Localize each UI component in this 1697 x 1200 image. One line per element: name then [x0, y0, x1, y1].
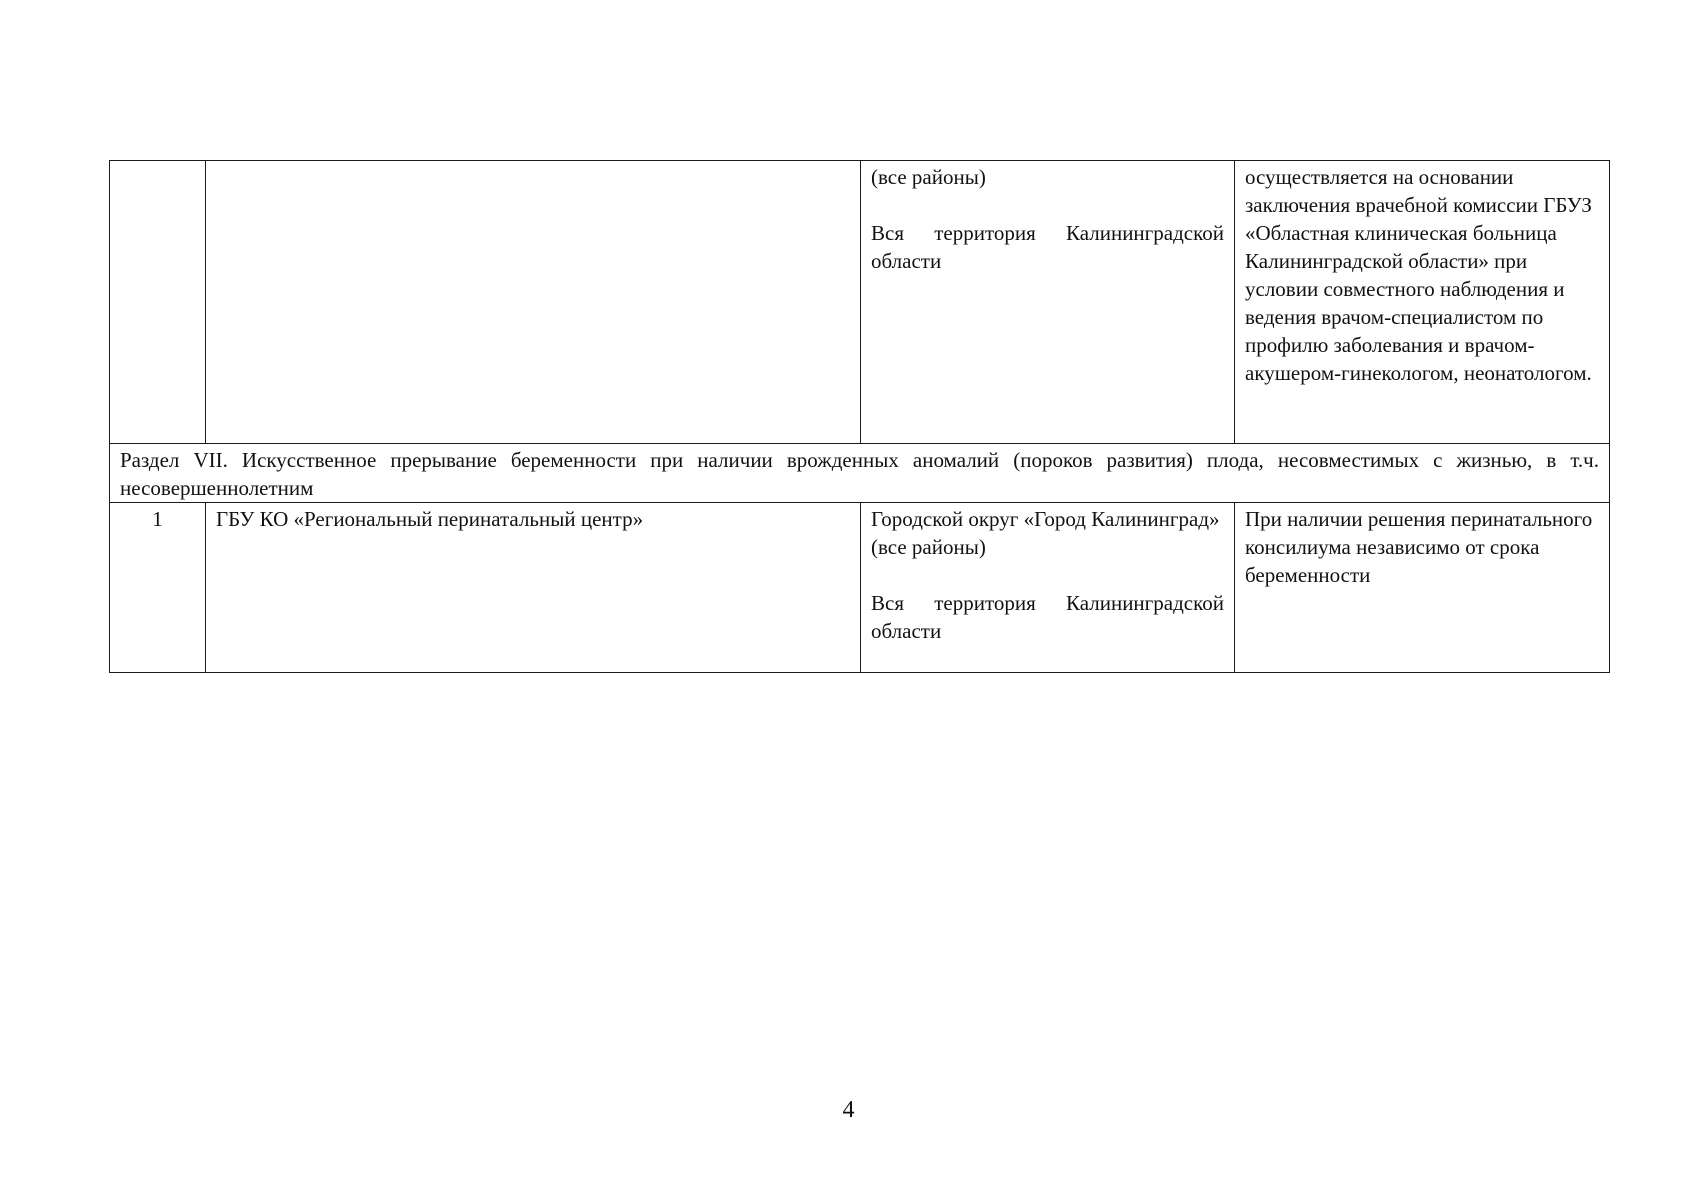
section-heading-row [110, 444, 1610, 503]
conditions-cell: осуществляется на основании заключения врачебной комиссии ГБУЗ «Областная клиническая больница Калининградской области» при условии совместного наблюдения и ведения врачом-специалистом по профилю заболевания и врачом-акушером-гинекологом, неонатологом. [1235, 161, 1610, 444]
table-row [110, 503, 1610, 673]
organization-cell: ГБУ КО «Региональный перинатальный центр» [206, 503, 861, 673]
territory-line: Вся территория Калининградской области [871, 221, 1224, 273]
facilities-table [109, 160, 1610, 673]
table-row [110, 161, 1610, 444]
territory-line: Городской округ «Город Калининград» [871, 507, 1220, 531]
conditions-cell: При наличии решения перинатального консилиума независимо от срока беременности [1235, 503, 1610, 673]
territory-line: (все районы) [871, 535, 986, 559]
territory-line: Вся территория Калининградской области [871, 591, 1224, 643]
organization-cell [206, 161, 861, 444]
row-number-cell [110, 161, 206, 444]
page-number: 4 [842, 1097, 855, 1123]
section-heading: Раздел VII. Искусственное прерывание беременности при наличии врожденных аномалий (пороков развития) плода, несовместимых с жизнью, в т.ч. несовершеннолетним [110, 444, 1610, 503]
row-number-cell: 1 [110, 503, 206, 673]
territory-cell [861, 503, 1235, 673]
territory-line: (все районы) [871, 165, 986, 189]
territory-cell [861, 161, 1235, 444]
